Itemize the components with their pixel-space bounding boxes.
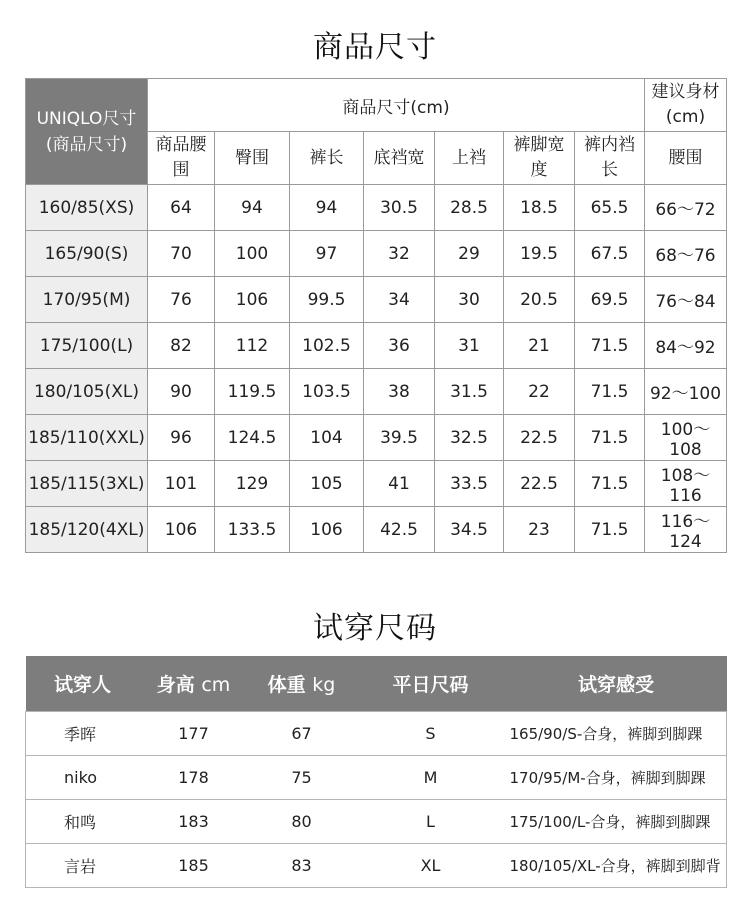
tryon-header-height: 身高 cm (140, 656, 248, 712)
tryon-weight-cell: 67 (248, 712, 356, 756)
size-value-cell: 30 (435, 277, 504, 323)
tryon-size-cell: S (356, 712, 506, 756)
tryon-feeling-cell: 170/95/M-合身，裤脚到脚踝 (506, 756, 727, 800)
size-value-cell: 119.5 (215, 369, 290, 415)
size-row (26, 323, 727, 369)
tryon-size-cell: M (356, 756, 506, 800)
size-value-cell: 96 (148, 415, 215, 461)
size-value-cell: 32 (364, 231, 435, 277)
size-value-cell: 106 (290, 507, 364, 553)
size-column-header: 商品腰围 (148, 132, 215, 185)
size-value-cell: 94 (215, 185, 290, 231)
tryon-header-usual-size: 平日尺码 (356, 656, 506, 712)
size-value-cell: 64 (148, 185, 215, 231)
tryon-weight-cell: 83 (248, 844, 356, 888)
size-value-cell: 129 (215, 461, 290, 507)
size-value-cell: 76～84 (645, 277, 727, 323)
size-value-cell: 100～108 (645, 415, 727, 461)
size-value-cell: 106 (215, 277, 290, 323)
size-row (26, 461, 727, 507)
size-value-cell: 124.5 (215, 415, 290, 461)
size-value-cell: 103.5 (290, 369, 364, 415)
size-value-cell: 94 (290, 185, 364, 231)
size-label-cell: 185/110(XXL) (26, 415, 148, 461)
size-value-cell: 112 (215, 323, 290, 369)
tryon-person-cell: niko (26, 756, 140, 800)
size-column-header: 腰围 (645, 132, 727, 185)
size-row (26, 185, 727, 231)
size-column-header: 裤长 (290, 132, 364, 185)
size-corner-header: UNIQLO尺寸 (商品尺寸) (26, 79, 148, 185)
tryon-feeling-cell: 175/100/L-合身，裤脚到脚踝 (506, 800, 727, 844)
tryon-size-cell: L (356, 800, 506, 844)
tryon-height-cell: 183 (140, 800, 248, 844)
size-value-cell: 22.5 (504, 415, 575, 461)
size-value-cell: 102.5 (290, 323, 364, 369)
size-value-cell: 39.5 (364, 415, 435, 461)
tryon-weight-cell: 75 (248, 756, 356, 800)
tryon-table (25, 656, 727, 888)
size-label-cell: 170/95(M) (26, 277, 148, 323)
tryon-header-feeling: 试穿感受 (506, 656, 727, 712)
size-value-cell: 82 (148, 323, 215, 369)
size-table (25, 78, 727, 553)
size-value-cell: 29 (435, 231, 504, 277)
size-value-cell: 90 (148, 369, 215, 415)
tryon-feeling-cell: 180/105/XL-合身，裤脚到脚背 (506, 844, 727, 888)
size-value-cell: 28.5 (435, 185, 504, 231)
size-value-cell: 66～72 (645, 185, 727, 231)
size-value-cell: 92～100 (645, 369, 727, 415)
size-label-cell: 175/100(L) (26, 323, 148, 369)
size-value-cell: 23 (504, 507, 575, 553)
tryon-row (26, 800, 727, 844)
size-column-header: 臀围 (215, 132, 290, 185)
size-column-header: 裤内裆长 (575, 132, 645, 185)
suggest-header: 建议身材 (cm) (645, 79, 727, 132)
size-label-cell: 185/115(3XL) (26, 461, 148, 507)
size-value-cell: 31.5 (435, 369, 504, 415)
size-value-cell: 70 (148, 231, 215, 277)
size-value-cell: 116～124 (645, 507, 727, 553)
size-value-cell: 22.5 (504, 461, 575, 507)
size-column-header: 裤脚宽度 (504, 132, 575, 185)
size-value-cell: 84～92 (645, 323, 727, 369)
size-value-cell: 104 (290, 415, 364, 461)
size-value-cell: 71.5 (575, 507, 645, 553)
tryon-person-cell: 和鸣 (26, 800, 140, 844)
tryon-row (26, 756, 727, 800)
size-value-cell: 71.5 (575, 323, 645, 369)
size-value-cell: 41 (364, 461, 435, 507)
size-row (26, 415, 727, 461)
size-value-cell: 22 (504, 369, 575, 415)
size-value-cell: 65.5 (575, 185, 645, 231)
size-value-cell: 32.5 (435, 415, 504, 461)
size-column-header: 底裆宽 (364, 132, 435, 185)
tryon-height-cell: 185 (140, 844, 248, 888)
size-value-cell: 36 (364, 323, 435, 369)
size-value-cell: 71.5 (575, 415, 645, 461)
tryon-weight-cell: 80 (248, 800, 356, 844)
size-value-cell: 67.5 (575, 231, 645, 277)
tryon-header-person: 试穿人 (26, 656, 140, 712)
size-row (26, 369, 727, 415)
size-value-cell: 20.5 (504, 277, 575, 323)
size-section-title: 商品尺寸 (313, 30, 437, 65)
size-value-cell: 31 (435, 323, 504, 369)
size-value-cell: 30.5 (364, 185, 435, 231)
size-value-cell: 68～76 (645, 231, 727, 277)
size-column-header: 上裆 (435, 132, 504, 185)
size-value-cell: 76 (148, 277, 215, 323)
size-label-cell: 165/90(S) (26, 231, 148, 277)
size-value-cell: 33.5 (435, 461, 504, 507)
size-group-header: 商品尺寸(cm) (148, 79, 645, 132)
tryon-feeling-cell: 165/90/S-合身，裤脚到脚踝 (506, 712, 727, 756)
size-value-cell: 101 (148, 461, 215, 507)
size-label-cell: 160/85(XS) (26, 185, 148, 231)
size-value-cell: 38 (364, 369, 435, 415)
tryon-row (26, 844, 727, 888)
tryon-person-cell: 言岩 (26, 844, 140, 888)
tryon-row (26, 712, 727, 756)
size-value-cell: 100 (215, 231, 290, 277)
size-label-cell: 185/120(4XL) (26, 507, 148, 553)
size-value-cell: 34 (364, 277, 435, 323)
tryon-person-cell: 季晖 (26, 712, 140, 756)
size-value-cell: 97 (290, 231, 364, 277)
size-value-cell: 71.5 (575, 369, 645, 415)
size-label-cell: 180/105(XL) (26, 369, 148, 415)
size-value-cell: 21 (504, 323, 575, 369)
size-value-cell: 19.5 (504, 231, 575, 277)
size-row (26, 277, 727, 323)
size-value-cell: 105 (290, 461, 364, 507)
tryon-size-cell: XL (356, 844, 506, 888)
size-value-cell: 69.5 (575, 277, 645, 323)
size-value-cell: 18.5 (504, 185, 575, 231)
size-value-cell: 99.5 (290, 277, 364, 323)
size-value-cell: 42.5 (364, 507, 435, 553)
size-value-cell: 108～116 (645, 461, 727, 507)
size-row (26, 507, 727, 553)
tryon-height-cell: 177 (140, 712, 248, 756)
tryon-section-title: 试穿尺码 (313, 611, 437, 646)
size-value-cell: 34.5 (435, 507, 504, 553)
size-row (26, 231, 727, 277)
size-value-cell: 133.5 (215, 507, 290, 553)
tryon-header-weight: 体重 kg (248, 656, 356, 712)
tryon-height-cell: 178 (140, 756, 248, 800)
size-value-cell: 71.5 (575, 461, 645, 507)
size-value-cell: 106 (148, 507, 215, 553)
